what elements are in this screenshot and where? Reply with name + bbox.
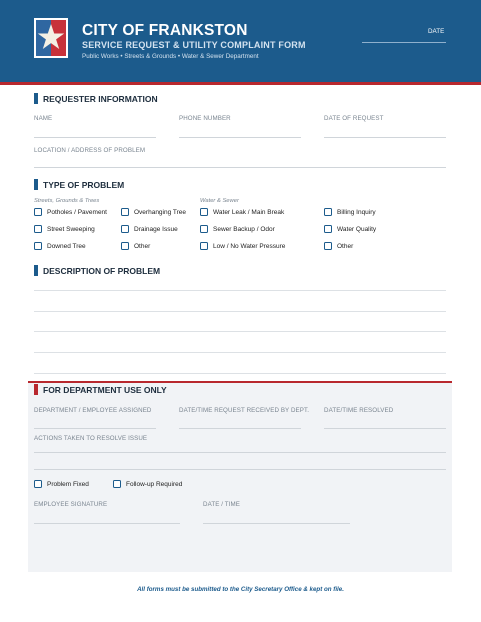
request-date-label: DATE OF REQUEST bbox=[324, 115, 384, 122]
checkbox-sewer[interactable] bbox=[200, 225, 275, 233]
header-date-label: DATE bbox=[428, 28, 445, 35]
location-label: LOCATION / ADDRESS OF PROBLEM bbox=[34, 147, 146, 154]
checkbox-label: Street Sweeping bbox=[47, 225, 95, 233]
section-marker bbox=[34, 265, 38, 276]
checkbox-box[interactable] bbox=[200, 225, 208, 233]
group-water-label: Water & Sewer bbox=[200, 198, 239, 204]
section-dept-label: FOR DEPARTMENT USE ONLY bbox=[43, 384, 167, 395]
actions-label: ACTIONS TAKEN TO RESOLVE ISSUE bbox=[34, 435, 148, 442]
location-field[interactable] bbox=[34, 167, 446, 168]
checkbox-water-quality[interactable] bbox=[324, 225, 376, 233]
checkbox-label: Problem Fixed bbox=[47, 480, 89, 488]
phone-field[interactable] bbox=[179, 137, 301, 138]
checkbox-label: Overhanging Tree bbox=[134, 208, 187, 216]
checkbox-label: Follow-up Required bbox=[126, 480, 183, 488]
section-problem-title bbox=[34, 179, 124, 190]
section-requester-label: REQUESTER INFORMATION bbox=[43, 93, 158, 104]
checkbox-box[interactable] bbox=[34, 225, 42, 233]
checkbox-followup[interactable] bbox=[113, 480, 182, 488]
description-line[interactable] bbox=[34, 373, 446, 374]
checkbox-other-water[interactable] bbox=[324, 242, 353, 250]
section-requester-title bbox=[34, 93, 158, 104]
checkbox-box[interactable] bbox=[121, 208, 129, 216]
checkbox-water-main[interactable] bbox=[200, 208, 284, 216]
checkbox-box[interactable] bbox=[113, 480, 121, 488]
section-problem-label: TYPE OF PROBLEM bbox=[43, 179, 125, 190]
received-field[interactable] bbox=[179, 428, 301, 429]
checkbox-potholes[interactable] bbox=[34, 208, 107, 216]
checkbox-label: Water Leak / Main Break bbox=[213, 208, 285, 216]
checkbox-label: Potholes / Pavement bbox=[47, 208, 107, 216]
city-name: CITY OF FRANKSTON bbox=[82, 22, 248, 39]
resolved-label: DATE/TIME RESOLVED bbox=[324, 407, 394, 414]
description-line[interactable] bbox=[34, 331, 446, 332]
signature-label: EMPLOYEE SIGNATURE bbox=[34, 501, 108, 508]
section-marker bbox=[34, 384, 38, 395]
checkbox-sweeping[interactable] bbox=[34, 225, 95, 233]
checkbox-other-streets[interactable] bbox=[121, 242, 150, 250]
checkbox-box[interactable] bbox=[121, 242, 129, 250]
checkbox-box[interactable] bbox=[200, 242, 208, 250]
received-label: DATE/TIME REQUEST RECEIVED BY DEPT. bbox=[179, 407, 310, 414]
checkbox-label: Water Quality bbox=[337, 225, 377, 233]
signature-field[interactable] bbox=[34, 523, 180, 524]
checkbox-box[interactable] bbox=[324, 225, 332, 233]
section-description-title bbox=[34, 265, 160, 276]
section-marker bbox=[34, 93, 38, 104]
request-date-field[interactable] bbox=[324, 137, 446, 138]
header-accent-line bbox=[0, 82, 481, 85]
checkbox-downed-tree[interactable] bbox=[34, 242, 86, 250]
checkbox-label: Sewer Backup / Odor bbox=[213, 225, 275, 233]
section-description-label: DESCRIPTION OF PROBLEM bbox=[43, 265, 161, 276]
checkbox-box[interactable] bbox=[34, 242, 42, 250]
checkbox-box[interactable] bbox=[324, 208, 332, 216]
footer-note: All forms must be submitted to the City Secretary Office & kept on file. bbox=[137, 586, 344, 593]
checkbox-label: Downed Tree bbox=[47, 242, 86, 250]
department-use-accent-line bbox=[28, 381, 452, 383]
form-title: SERVICE REQUEST & UTILITY COMPLAINT FORM bbox=[82, 40, 306, 50]
checkbox-label: Billing Inquiry bbox=[337, 208, 376, 216]
checkbox-box[interactable] bbox=[34, 480, 42, 488]
city-logo-star-icon bbox=[34, 18, 68, 58]
phone-label: PHONE NUMBER bbox=[179, 115, 231, 122]
checkbox-label: Low / No Water Pressure bbox=[213, 242, 286, 250]
description-line[interactable] bbox=[34, 311, 446, 312]
assigned-label: DEPARTMENT / EMPLOYEE ASSIGNED bbox=[34, 407, 152, 414]
section-dept-title bbox=[34, 384, 167, 395]
checkbox-box[interactable] bbox=[34, 208, 42, 216]
assigned-field[interactable] bbox=[34, 428, 156, 429]
checkbox-label: Other bbox=[134, 242, 151, 250]
checkbox-problem-fixed[interactable] bbox=[34, 480, 89, 488]
checkbox-box[interactable] bbox=[200, 208, 208, 216]
dept-datetime-field[interactable] bbox=[203, 523, 350, 524]
section-marker bbox=[34, 179, 38, 190]
description-line[interactable] bbox=[34, 290, 446, 291]
actions-line[interactable] bbox=[34, 469, 446, 470]
dept-datetime-label: DATE / TIME bbox=[203, 501, 240, 508]
name-label: NAME bbox=[34, 115, 53, 122]
checkbox-drainage[interactable] bbox=[121, 225, 178, 233]
actions-line[interactable] bbox=[34, 452, 446, 453]
description-line[interactable] bbox=[34, 352, 446, 353]
department-line: Public Works • Streets & Grounds • Water & Sewer Department bbox=[82, 53, 259, 60]
checkbox-low-pressure[interactable] bbox=[200, 242, 285, 250]
form-header bbox=[0, 0, 481, 82]
checkbox-label: Other bbox=[337, 242, 354, 250]
checkbox-box[interactable] bbox=[121, 225, 129, 233]
checkbox-box[interactable] bbox=[324, 242, 332, 250]
checkbox-label: Drainage Issue bbox=[134, 225, 178, 233]
checkbox-overhanging-tree[interactable] bbox=[121, 208, 186, 216]
group-streets-label: Streets, Grounds & Trees bbox=[34, 198, 100, 204]
checkbox-billing[interactable] bbox=[324, 208, 376, 216]
header-date-field[interactable] bbox=[362, 42, 446, 43]
name-field[interactable] bbox=[34, 137, 156, 138]
resolved-field[interactable] bbox=[324, 428, 446, 429]
